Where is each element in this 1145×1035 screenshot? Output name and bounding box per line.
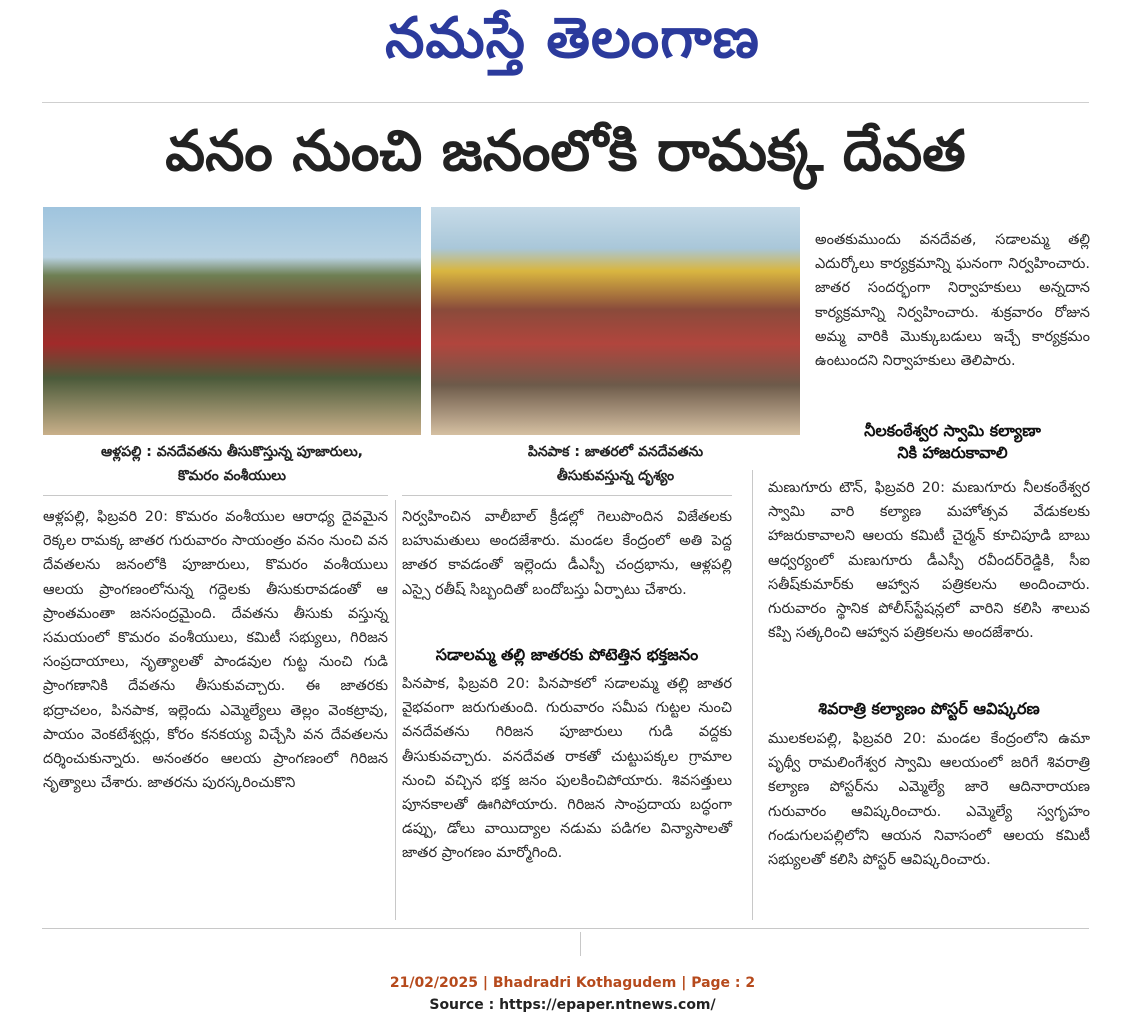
article-body-col2-b: పినపాక, ఫిబ్రవరి 20: పినపాకలో సడాలమ్మ తల్లి జాతర వైభవంగా జరుగుతుంది. గురువారం సమీప గుట్టల నుంచి వనదేవతను గిరిజన పూజారులు గుడి వద్దకు తీసుకువచ్చారు. వనదేవత రాకతో చుట్టుపక్కల గ్రామాల నుంచి వచ్చిన భక్త జనం పులకించిపోయారు. శివసత్తులు పూనకాలతో ఊగిపోయారు. గిరిజన సాంప్రదాయ బద్ధంగా డప్పు, డోలు వాయిద్యాల నడుమ పడిగల విన్యాసాలతో జాతర ప్రాంగణం మార్మోగింది. — [402, 676, 732, 862]
subheading-shivaratri: శివరాత్రి కల్యాణం పోస్టర్ ఆవిష్కరణ — [818, 699, 1040, 718]
masthead — [0, 0, 1145, 86]
divider — [402, 495, 732, 496]
column-divider — [395, 500, 396, 920]
article-body-col3: అంతకుముందు వనదేవత, సడాలమ్మ తల్లి ఎదుర్కోలు కార్యక్రమాన్ని ఘనంగా నిర్వహించారు. జాతర సందర్భంగా నిర్వాహకులు అన్నదాన కార్యక్రమాన్ని నిర్వహించారు. శుక్రవారం రోజున అమ్మ వారికి మొక్కుబడులు ఇచ్చే కార్యక్రమం ఉంటుందని నిర్వాహకులు తెలిపారు. — [815, 232, 1090, 370]
bottom-divider-vertical — [580, 932, 581, 956]
subheading-neelakanteswara — [815, 420, 1090, 464]
edition-info: 21/02/2025 | Bhadradri Kothagudem | Page : 2 — [389, 975, 756, 991]
article-headline: వనం నుంచి జనంలోకి రామక్క దేవత — [165, 119, 966, 184]
photo-allapalli-procession — [43, 207, 421, 435]
column-divider — [752, 470, 753, 920]
article-body-col3-b: మణుగూరు టౌన్, ఫిబ్రవరి 20: మణుగూరు నీలకంఠేశ్వర స్వామి వారి కల్యాణ మహోత్సవ వేడుకలకు హాజరుకావాలని ఆలయ కమిటీ చైర్మన్ కూచిపూడి బాబు ఆధ్వర్యంలో మణుగూరు డీఎస్పీ రవీందర్‌రెడ్డికి, సీఐ సతీష్‌కుమార్‌కు ఆహ్వాన పత్రికలను అందించారు. గురువారం స్థానిక పోలీస్‌స్టేషన్లలో వారిని కలిసి శాలువ కప్పి సత్కరించి ఆహ్వాన పత్రికలను అందజేశారు. — [768, 480, 1090, 642]
article-body-col1: ఆళ్లపల్లి, ఫిబ్రవరి 20: కొమరం వంశీయుల ఆరాధ్య దైవమైన రెక్కల రామక్క జాతర గురువారం సాయంత్రం వనం నుంచి వన దేవతలను జనంలోకి పూజారులు, కొమరం వంశీయులు ఆలయ ప్రాంగణంలోనున్న గద్దెలకు తీసుకురావడంతో ఆ ప్రాంతమంతా జనసంద్రమైంది. దేవతను తీసుకు వస్తున్న సమయంలో కొమరం వంశీయులు, కమిటీ సభ్యులు, గిరిజన సంప్రదాయాలు, నృత్యాలతో పాండవుల గుట్ట నుంచి గుడి ప్రాంగణానికి దేవతను తీసుకువచ్చారు. ఈ జాతరకు భద్రాచలం, పినపాక, ఇల్లెందు ఎమ్మెల్యేలు తెల్లం వెంకట్రావు, పాయం వెంకటేశ్వర్లు, కోరం కనకయ్య విచ్చేసి వన దేవతలను దర్శించుకున్నారు. అనంతరం ఆలయ ప్రాంగణంలో గిరిజన నృత్యాలు చేశారు. జాతరను పురస్కరించుకొని — [43, 509, 388, 792]
article-body-col3-c: ములకలపల్లి, ఫిబ్రవరి 20: మండల కేంద్రంలోని ఉమా పృథ్వీ రామలింగేశ్వర స్వామి ఆలయంలో జరిగే శివరాత్రి కల్యాణ పోస్టర్‌ను ఎమ్మెల్యే జారె ఆదినారాయణ గురువారం ఆవిష్కరించారు. ఎమ్మెల్యే స్వగృహం గండుగులపల్లిలోని ఆయన నివాసంలో ఆలయ కమిటీ సభ్యులతో కలిసి పోస్టర్ ఆవిష్కరించారు. — [768, 731, 1090, 869]
newspaper-logo: నమస్తే తెలంగాణ — [385, 6, 760, 71]
subheading-line: నీలకంఠేశ్వర స్వామి కల్యాణా — [864, 421, 1041, 440]
article-body-col2: నిర్వహించిన వాలీబాల్ క్రీడల్లో గెలుపొందిన విజేతలకు బహుమతులు అందజేశారు. మండల కేంద్రంలో అతి పెద్ద జాతర కావడంతో ఇల్లెందు డీఎస్పీ చంద్రభాను, ఆళ్లపల్లి ఎస్సై రతీష్ సిబ్బందితో బందోబస్తు ఏర్పాటు చేశారు. — [402, 509, 732, 598]
photo-pinapaka-jatara — [431, 207, 800, 435]
caption-line: పినపాక : జాతరలో వనదేవతను — [527, 444, 704, 460]
subheading-sadalamma: సడాలమ్మ తల్లి జాతరకు పోటెత్తిన భక్తజనం — [435, 645, 699, 664]
subheading-line: నికి హాజరుకావాలి — [897, 443, 1008, 462]
caption-line: తీసుకువస్తున్న దృశ్యం — [556, 468, 675, 484]
divider — [43, 495, 388, 496]
caption-line: ఆళ్లపల్లి : వనదేవతను తీసుకొస్తున్న పూజారులు, — [101, 444, 363, 460]
photo-caption-2 — [431, 440, 800, 488]
source-link[interactable]: Source : https://epaper.ntnews.com/ — [429, 997, 716, 1013]
top-divider — [42, 102, 1089, 103]
page-footer — [0, 972, 1145, 1016]
photo-caption-1 — [43, 440, 421, 488]
bottom-divider — [42, 928, 1089, 929]
caption-line: కొమరం వంశీయులు — [178, 468, 286, 484]
